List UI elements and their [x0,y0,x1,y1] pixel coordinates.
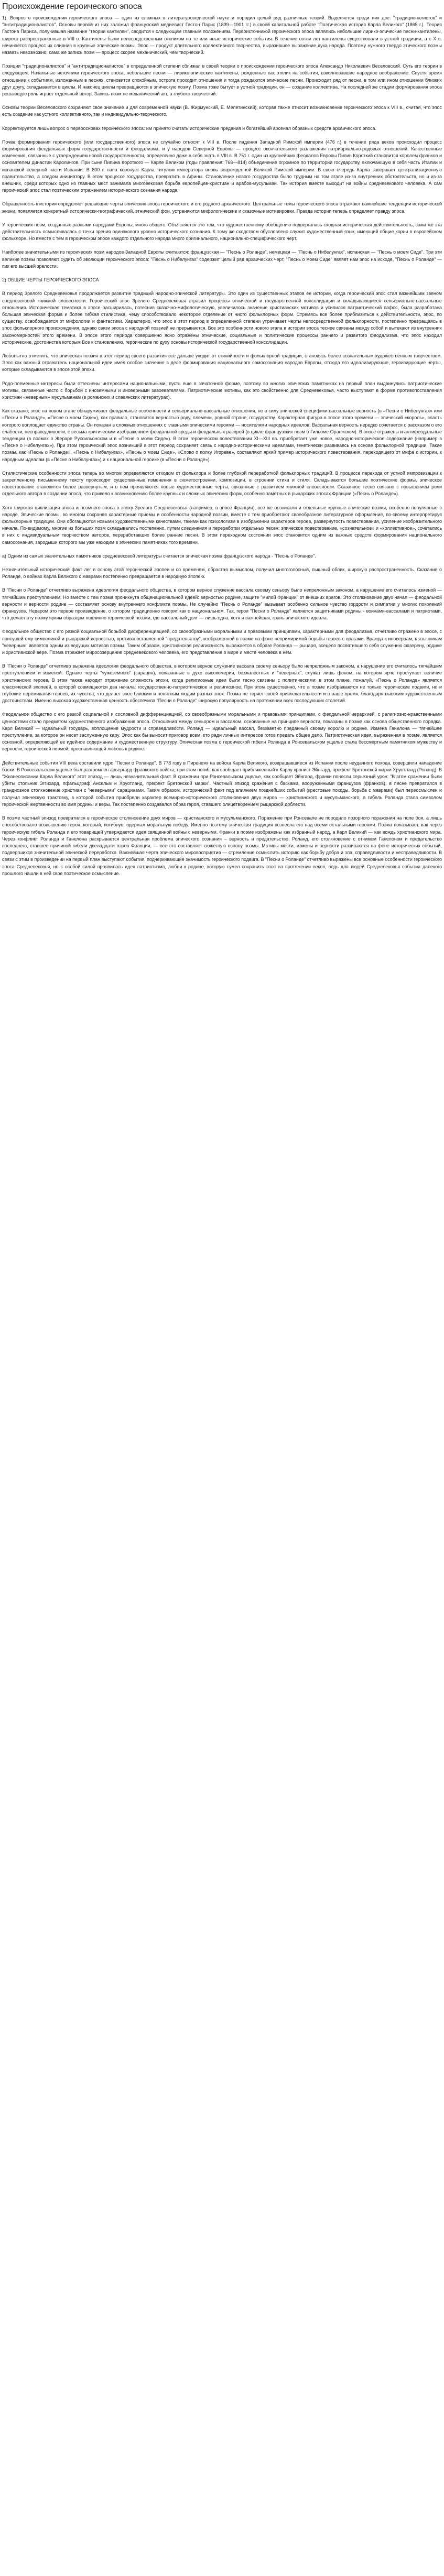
paragraph: Феодальное общество с его резкой социальной борьбой дифференциацией, со своеобразными моральными и правовыми принципами, характерными для феодализма, отчетливо отражено в эпосе, с присущей ему символикой и рыцарской верностью, противопоставленной "предательству", изображенной в поэме на фоне непримиримой борьбы героев с врагами. Вражда к иноверцам, к язычникам "неверным" является одним из ведущих мотивов поэмы. Таким образом, христианская религиозность выражается в образе Роланда — рыцаря, всецело посвятившего себя служению сюзерену, родине и христианской вере. Поэма отражает миросозерцание средневекового человека, его представление о мире и месте человека в нем. [2,629,442,656]
paragraph: Любопытно отметить, что эпическая поэзия в этот период своего развития все дальше уходит от стихийности и фольклорной традиции, становясь более сознательным художественным творчеством. Эпос как важный отражатель национальной идеи имел особое значение в деле формирования национального самосознания народов Европы, отсюда его идеализирующие, героизирующие черты, которые складываются в эпосе этой эпохи. [2,353,442,373]
paragraph: У героических поэм, созданных разными народами Европы, много общего. Объясняется это тем, что художественному обобщению подвергалась сходная историческая действительность, сама же эта действительность осмысливалась с точки зрения одинакового уровня исторического сознания. К тому же сходством обусловлено служит художественный язык, имеющий общие корни в европейском фольклоре. Но вместе с тем в героическом эпосе каждого отдельного народа много оригинального, национально-специфического черт. [2,222,442,242]
paragraph: Позиции "традиционалистов" и "антитрадиционалистов" в определенной степени сближал в своей теории о происхождении героического эпоса Александр Николаевич Веселовский. Суть его теории в следующем. Начальные источники героического эпоса, небольшие песни — лирико-эпические кантилены, рожденные как отклик на события, взволновавшие народное воображение. Спустя время отношение к событиям, изложенным в песнях, становится спокойным, острота проходит отношения и тогда рождаются эпические песни. Происходит ряд от песни, в том или ином отношении близких друг другу, складывается в циклы. И наконец циклы превращаются в эпическую поэму. Поэма тоже бытует в устной традиции, он — создание коллектива. На последней же стадии формирования эпоса решающую роль играет отдельный автор. Запись поэм не механический акт, а глубоко творческий. [2,63,442,97]
paragraph: 2) ОБЩИЕ ЧЕРТЫ ГЕРОИЧЕСКОГО ЭПОСА [2,277,99,283]
paragraph: Наиболее значительными из героических поэм народов Западной Европы считаются: французская — "Песнь о Роланде", немецкая — "Песнь о Нибелунгах", испанская — "Песнь о моем Сиде". Три эти великие поэмы позволяют судить об эволюции героического эпоса: "Песнь о Нибелунгах" содержит целый ряд архаических черт, "Песнь о моем Сиде" являет нам эпос на исходе, "Песнь о Роланде" — пик его высшей зрелости. [2,249,442,269]
paragraph: В период Зрелого Средневековья продолжается развитие традиций народно-эпической литературы. Это один из существенных этапов ее истории, когда героический эпос стал важнейшим звеном средневековой книжной словесности. Героический эпос Зрелого Средневековья отразил процессы этнической и государственной консолидации и складывающиеся сеньориально-вассальные отношения. Историческая тематика в эпосе расширилась, потеснив сказочно-мифологическую, увеличилось значение христианских мотивов и усилился патриотический пафос, была разработана большая эпическая форма и более гибкая стилистика, чему способствовало некоторое отделение от чисто фольклорных форм. Стремясь все более приблизиться к действительности, эпос, по существу, освобождается от мифологии и фантастики. Характерно, что эпос в этот период в определенной степени утрачивает черты непосредственной фольклорности, постепенно превращаясь в эпос фольклорного происхождения, однако связи эпоса с народной поэзией не прерываются. Все это особенности нового этапа в истории эпоса теснее связаны между собой и вытекают из внутренних закономерностей этого времени. В эпосе этого периода совершенно ясно отражены этнические, социальные и политические процессы раннего и развитого феодализма, что эпос находил исторические, достоинства которым Все к становлению, героические по духу основы исторической государственной консолидации. [2,291,442,345]
paragraph: Хотя широкая циклизация эпоса и поэмного эпоса в эпоху Зрелого Средневековья (например, в эпосе Франции), все же возникали и отдельные крупные эпические поэмы, особенно популярные в народе. Эпические поэмы, во многом сохраняя характерные приемы и особенности народной поэзии, вместе с тем приобретают своеобразное литературное оформление, по-своему интерпретируя фольклорные традиции. Они обогащаются новыми художественными качествами, такими как психологизм в изображении характеров героев, развернутость повествования, усиление изобразительного начала. По-видимому, многие из больших поэм складывались постепенно, путем соединения и переработки отдельных песен; эпическое повествование, «сознательное» и «коллективное», сочетались в них с индивидуальным творчеством авторов, переработавших более ранние песни. В этом переходном состоянии эпос становится одним из важных средств формирования национального самосознания, зародыши которого мы уже находим в эпических памятниках того времени. [2,505,442,545]
page-title: Происхождение героического эпоса [2,2,142,11]
paragraph: Незначительный исторический факт лег в основу этой героической эпопеи и со временем, обрастая вымыслом, получил многоголосный, пышный облик, широкую распространенность. Сказание о Роланде, о войнах Карла Великого с маврами постепенно превращается в народную эпопею. [2,567,442,580]
paragraph: Почва формирования героического (или государственного) эпоса не случайно относят к VIII в. После падения Западной Римской империи (476 г.) в течение ряда веков происходил процесс формирования феодальных форм государственности и феодализма, и у народов Северной Европы — процесс окончательного разложения патриархально-родовых отношений. Качественные изменения, связанные с утверждением новой государственности, определенно даже в себя знать в VIII в. В 751 г. один из крупнейших феодалов Европы Пипин Короткий становится королем франков и основателем династии Каролингов. При сыне Пипина Короткого — Карле Великом (годы правления: 768—814) объединение огромное по территории государству, включающую в себя часть Италии и испанской северной части Испании. В 800 г. папа коронует Карла титулом императора вновь возрожденной Великой Римской империи. В свою очередь Карла завершает централизационную правительство, а следом инициатору. В этом процессе государства, превратить в Афины. Становление нового государства было трудным на том этапе из-за внутренних обстоятельств, но и из-за внешних, среди которых одно из главных мест занимала многовековая борьба европейцев-христиан и арабов-мусульман. Так история вместе выходит на войны средневекового человека. А сам героический эпос стал поэтическим отражением исторического сознания народа. [2,139,442,193]
paragraph: Обращенность к истории определяет решающие черты эпических эпоса героического и его родного архаического. Центральные темы героического эпоса отражают важнейшие тенденции исторической жизни, появляется конкретный исторически-географический, этнический фон, устраняются мифологические и сказочные мотивировки. Правда истории теперь определяет правду эпоса. [2,201,442,214]
paragraph: Основы теории Веселовского сохраняют свое значение и для современной науки (В. Жирмунский, Е. Мелетинский), которая также относит возникновение героического эпоса к VIII в., считая, что эпос есть создание как устного коллективного, так и индивидуально-творческого. [2,105,442,117]
paragraph: Как сказано, эпос на новом этапе обнаруживает феодальные особенности и сеньориально-вассальные отношения, но в силу эпической специфики вассальные верность (в «Песни о Нибелунгах» или «Песни о Роланде», «Песне о моем Сиде»), как правило, становится верностью роду, племени, родной стране, государству. Характерная фигура в эпосе этого времени — эпический «король», власть которого воплощает единство страны. Он показан в сложных отношениях с главными эпическими героями — носителями народных идеалов. Вассальная верность нередко сочетается с рассказом о его слабости, несправедливости, с весьма критическим изображением феодальной среды и феодальных распрей (в цикле французских поэм о Гильоме Оранжском). В эпосе отражены и антифеодальные тенденции (в поэмах о Жераре Руссильонском и в «Песне о моем Сиде»). В этом героическом повествовании XI—XIII вв. приобретает уже новое, народно-историческое содержание (например в «Песне о Нибелунгах»). При этом героический эпос возникший в этот период сохраняет связь с народно-историческими идеалами, генетически развиваясь на основе фольклорной традиции. Такие поэмы, как «Песнь о Роланде», «Песнь о Нибелунгах», «Песнь о моем Сиде», «Слово о полку Игореве», составляют яркий пример исторического повествования, переходящего от мифа к истории, к народным идеалам (в «Песне о Нибелунгах») и к национальной героике (в «Песни о Роланде»). [2,408,442,462]
article-body [2,15,442,877]
paragraph: В поэме частный эпизод превратился в героическое столкновение двух миров — христианского и мусульманского. Поражение при Ронсевале не породило позорного поражения на поле боя, а лишь способствовало возвышению героя, который, погибнув, одержал моральную победу. Именно поэтому эпическая традиция вознесла его над всеми остальными героями. Поэма показывает, как через героическую гибель Роланда и его товарищей утверждается идея священной войны с неверными. Франки в поэме изображены как избранный народ, а Карл Великий — как вождь христианского мира. Через конфликт Роланда и Ганелона раскрывается центральная проблема эпического сознания – верность и предательство. Роланд, его столкновение с отчимом Ганелоном и предательство последнего, ставшее причиной гибели двенадцати пэров Франции, — все это составляет сюжетную основу поэмы. Мотивы мести, измены и верности развиваются на фоне исторических событий, подвергшихся значительной эпической переработке. Важнейшая черта эпического мировосприятия — стремление осмыслить историю как борьбу добра и зла, справедливости и несправедливости. В связи с этим в произведении на первый план выступают события, подчеркивающие значимость героического подвига. В "Песни о Роланде" отчетливо выражены все основные особенности героического эпоса Средневековья, но с особой силой проявилась идея патриотизма, любви к родине, которую сумел сохранить эпос на протяжении веков, ведь для людей Средневековья события далекого прошлого нашли в ней свое поэтическое осмысление. [2,815,442,876]
paragraph: В "Песни о Роланде" отчетливо выражена идеология феодального общества, в котором верное служение вассала своему сеньору было непреложным законом, а нарушение его считалось изменой — тягчайшим преступлением. Но вместе с тем поэма проникнута общенациональной идеей: верностью родине, защите "милой Франции" от внешних врагов. Это столкновение двух начал — феодальной верности и верности родине — составляет основу внутреннего конфликта поэмы. Не случайно "Песнь о Роланде" вызывает особенно сильное чувство гордости и симпатии у многих поколений французов. Недаром это первое произведение, о котором традиционно говорят как о национальном. Так, герои "Песни о Роланде" являются защитниками родины - воинами-вассалами и патриотами, что делает эту поэму ярким образцом подлинно героической поэзии, где вассальный долг — лишь одна, хотя и важнейшая, грань эпического идеала. [2,587,442,621]
paragraph: Феодальное общество с его резкой социальной и сословной дифференциацией, со своеобразными моральными и правовыми принципами, с феодальной иерархией, с религиозно-нравственными ценностями стало предметом художественного изображения эпоса. Отношения между сеньором и вассалом, основанные на принципе верности, показаны в поэме как основа общественного порядка. Карл Великий — идеальный государь, воплощение мудрости и справедливости. Роланд — идеальный вассал, беззаветно преданный своему королю и родине. Измена Ганелона — тягчайшее преступление, за которое он несет заслуженную кару. Эпос как бы выносит приговор всем, кто ради личных интересов готов предать общее дело. Патриотическая идея, выраженная в поэме, является основной, определяющей ее идейное содержание и художественную структуру. Эпическая поэма о героической гибели Роланда в Ронсевальском ущелье стала бессмертным памятником мужеству и верности, героической поэмой, прославляющей любовь к родине. [2,712,442,752]
paragraph: В "Песни о Роланде" отчетливо выражена идеология феодального общества, в котором верное служение вассала своему сеньору было непреложным законом, а нарушение его считалось тягчайшим преступлением и изменой. Однако черты "чужеземного" (сарацин), показанные в духе высокомерия, безжалостных и "неверных", служат лишь фоном, на котором ярче проступает величие христианских героев. В этом также находит отражение сложность эпохи, когда религиозные идеи были тесно связаны с политическими: в этом плане, пожалуй, «Песнь о Роланде» является классической эпопеей, в которой совмещаются два начала: государственно-патриотическое и религиозное. При этом существенно, что в поэме изображаются не только героические подвиги, но и глубокие переживания героев, их чувства, что делает эпос близким и понятным людям разных эпох. Поэма не теряет своей привлекательности и в наше время, благодаря высоким художественным достоинствам. Именно высокая художественная ценность обеспечила "Песни о Роланде" широкую популярность на протяжении всех последующих столетий. [2,663,442,704]
document-page [0,0,444,887]
paragraph: Родо-племенные интересы были оттеснены интересами национальными, пусть еще в зачаточной форме, поэтому во многих эпических памятниках на первый план выдвинулись патриотические мотивы, связанные часто с борьбой с иноземными и иноверными завоевателями. Патриотические мотивы, как это свойственно для Средневековья, часто выступают в форме противопоставления христиан «неверным» мусульманам (в романских и славянских литературах). [2,380,442,400]
paragraph: а) Одним из самых значительных памятников средневековой литературы считается эпическая поэма французского народа - "Песнь о Роланде". [2,553,316,559]
paragraph: 1). Вопрос о происхождении героического эпоса — один из сложных в литературоведческой науке и породил целый ряд различных теорий. Выделяется среди них две: "традиционалистов" и "антитрадиционалистов". Основы первой из них заложил французский медиевист Гастон Парис (1839—1901 гг.) в своей капитальной работе "Поэтическая история Карла Великого" (1865 г.). Теория Гастона Париса, получившая название "теории кантилен", сводится к следующим главным положениям. Первоисточникой героического эпоса являлись небольшие лирико-эпические песни-кантилены, широко распространенные в VIII в. Кантилены были непосредственным откликом на те или иные исторические события. В течение сотни лет кантилены существовали в устной традиции, а с X в. начинается процесс их слияния в крупные эпические поэмы. Эпос — продукт длительного коллективного творчества, выразившее выражение духа народа. Поэтому нужного твердо этического поэмы назвать невозможно, сама же запись поэм — процесс скорее механический, чем творческий. [2,15,442,56]
paragraph: Действительные события VIII века составили ядро "Песни о Роланде". В 778 году в Пиренеях на войска Карла Великого, возвращавшиеся из Испании после неудачного похода, совершили нападение баски. В Ронсевальском ущелье был разгромлен арьергард франкского войска, при этом погиб, как сообщает приближенный к Карлу хронист Эйнгард, префект Бретонской марки Хруотланд (Роланд). В "Жизнеописании Карла Великого" этот эпизод — лишь незначительный факт. В сражении при Ронсевальском ущелье, как сообщает Эйнгард, франки понесли серьезный урон: "В этом сражении были убиты стольник Эггихард, пфальцграф Ансельм и Хруотланд, префект Бретонской марки". Частный эпизод сражения с басками, вооруженными французов (франков), в песне превратился в грандиозное столкновение христиан с "неверными" сарацинами. Таким образом, исторический факт под влиянием позднейших событий (крестовые походы, борьба с маврами) был переосмыслен и получил эпическую трактовку, в которой события приобрели характер всемирно-исторического столкновения двух миров — христианского и мусульманского, а гибель Роланда стала символом героической жертвенности во имя родины и веры. Так постепенно создавался образ героя, ставшего олицетворением рыцарской доблести. [2,760,442,807]
paragraph: Стилистические особенности эпоса теперь во многом определяются отходом от фольклора и более глубокой переработкой фольклорных традиций. В процессе перехода от устной импровизации к закрепленному письменному тексту происходят существенные изменения в сюжетостроении, композиции, в строении стиха и стиля. Складываются большие поэтические формы, эпическое повествование становится более развернутым, и в нем проявляются новые художественные черты, связанные с развитием книжной словесности. Сказанное тесно связано с повышением роли отдельного автора в создании эпоса, что привело к возникновению более крупных и сложных эпических форм, особенно заметных в рыцарских эпосах Франции («Песнь о Роланде»). [2,470,442,497]
paragraph: Корректируется лишь вопрос о первоосновах героического эпоса: им принято считать исторические предания и богатейший арсенал образных средств архаического эпоса. [2,125,376,131]
